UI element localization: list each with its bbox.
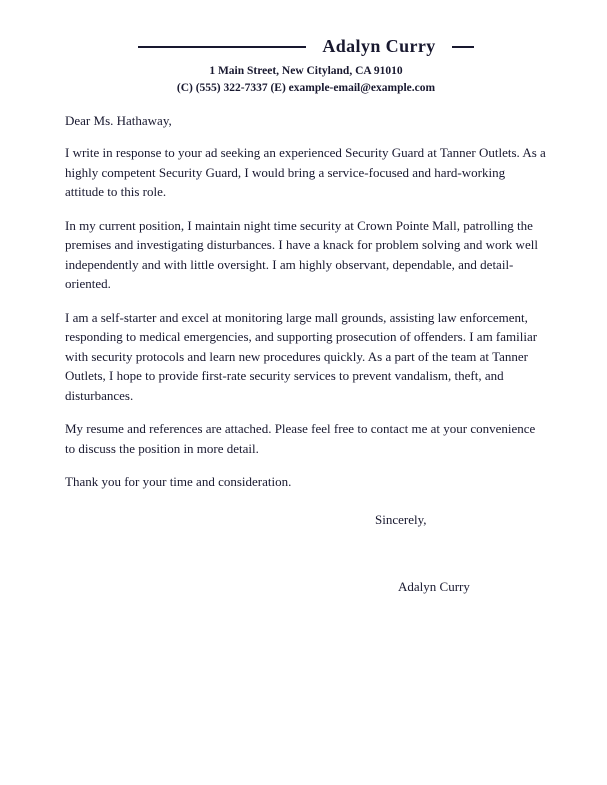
- paragraph-1: I write in response to your ad seeking an experienced Security Guard at Tanner Outlets. As a highly competent Security Guard, I would bring a service-focused and hard-working attitude to this role.: [65, 145, 546, 200]
- letterhead-address: 1 Main Street, New Cityland, CA 91010: [209, 65, 403, 77]
- paragraph-5: Thank you for your time and consideration.: [65, 474, 292, 490]
- letterhead-name-row: [65, 36, 547, 57]
- letterhead-contact: (C) (555) 322-7337 (E) example-email@example.com: [176, 81, 436, 94]
- letter-body: [65, 111, 547, 492]
- paragraph-4: My resume and references are attached. Please feel free to contact me at your convenience to discuss the position in more detail.: [65, 421, 536, 456]
- letterhead-name: Adalyn Curry: [322, 36, 436, 56]
- letterhead: [65, 36, 547, 96]
- paragraph-2: In my current position, I maintain night time security at Crown Pointe Mall, patrolling the premises and investigating disturbances. I have a knack for problem solving and work well independently and with little oversight. I am highly observant, dependable, and detail-oriented.: [65, 217, 538, 292]
- closing-block: [375, 510, 547, 597]
- salutation: Dear Ms. Hathaway,: [65, 112, 172, 128]
- signature: Adalyn Curry: [398, 579, 470, 595]
- closing: Sincerely,: [375, 511, 427, 527]
- letterhead-rule-right: [452, 46, 474, 48]
- letterhead-rule-left: [138, 46, 306, 48]
- paragraph-3: I am a self-starter and excel at monitoring large mall grounds, assisting law enforcement, responding to medical emergencies, and supporting prosecution of offenders. I am familiar with security protocols and learn new procedures quickly. As a part of the team at Tanner Outlets, I hope to provide first-rate security services to prevent vandalism, theft, and disturbances.: [65, 309, 538, 403]
